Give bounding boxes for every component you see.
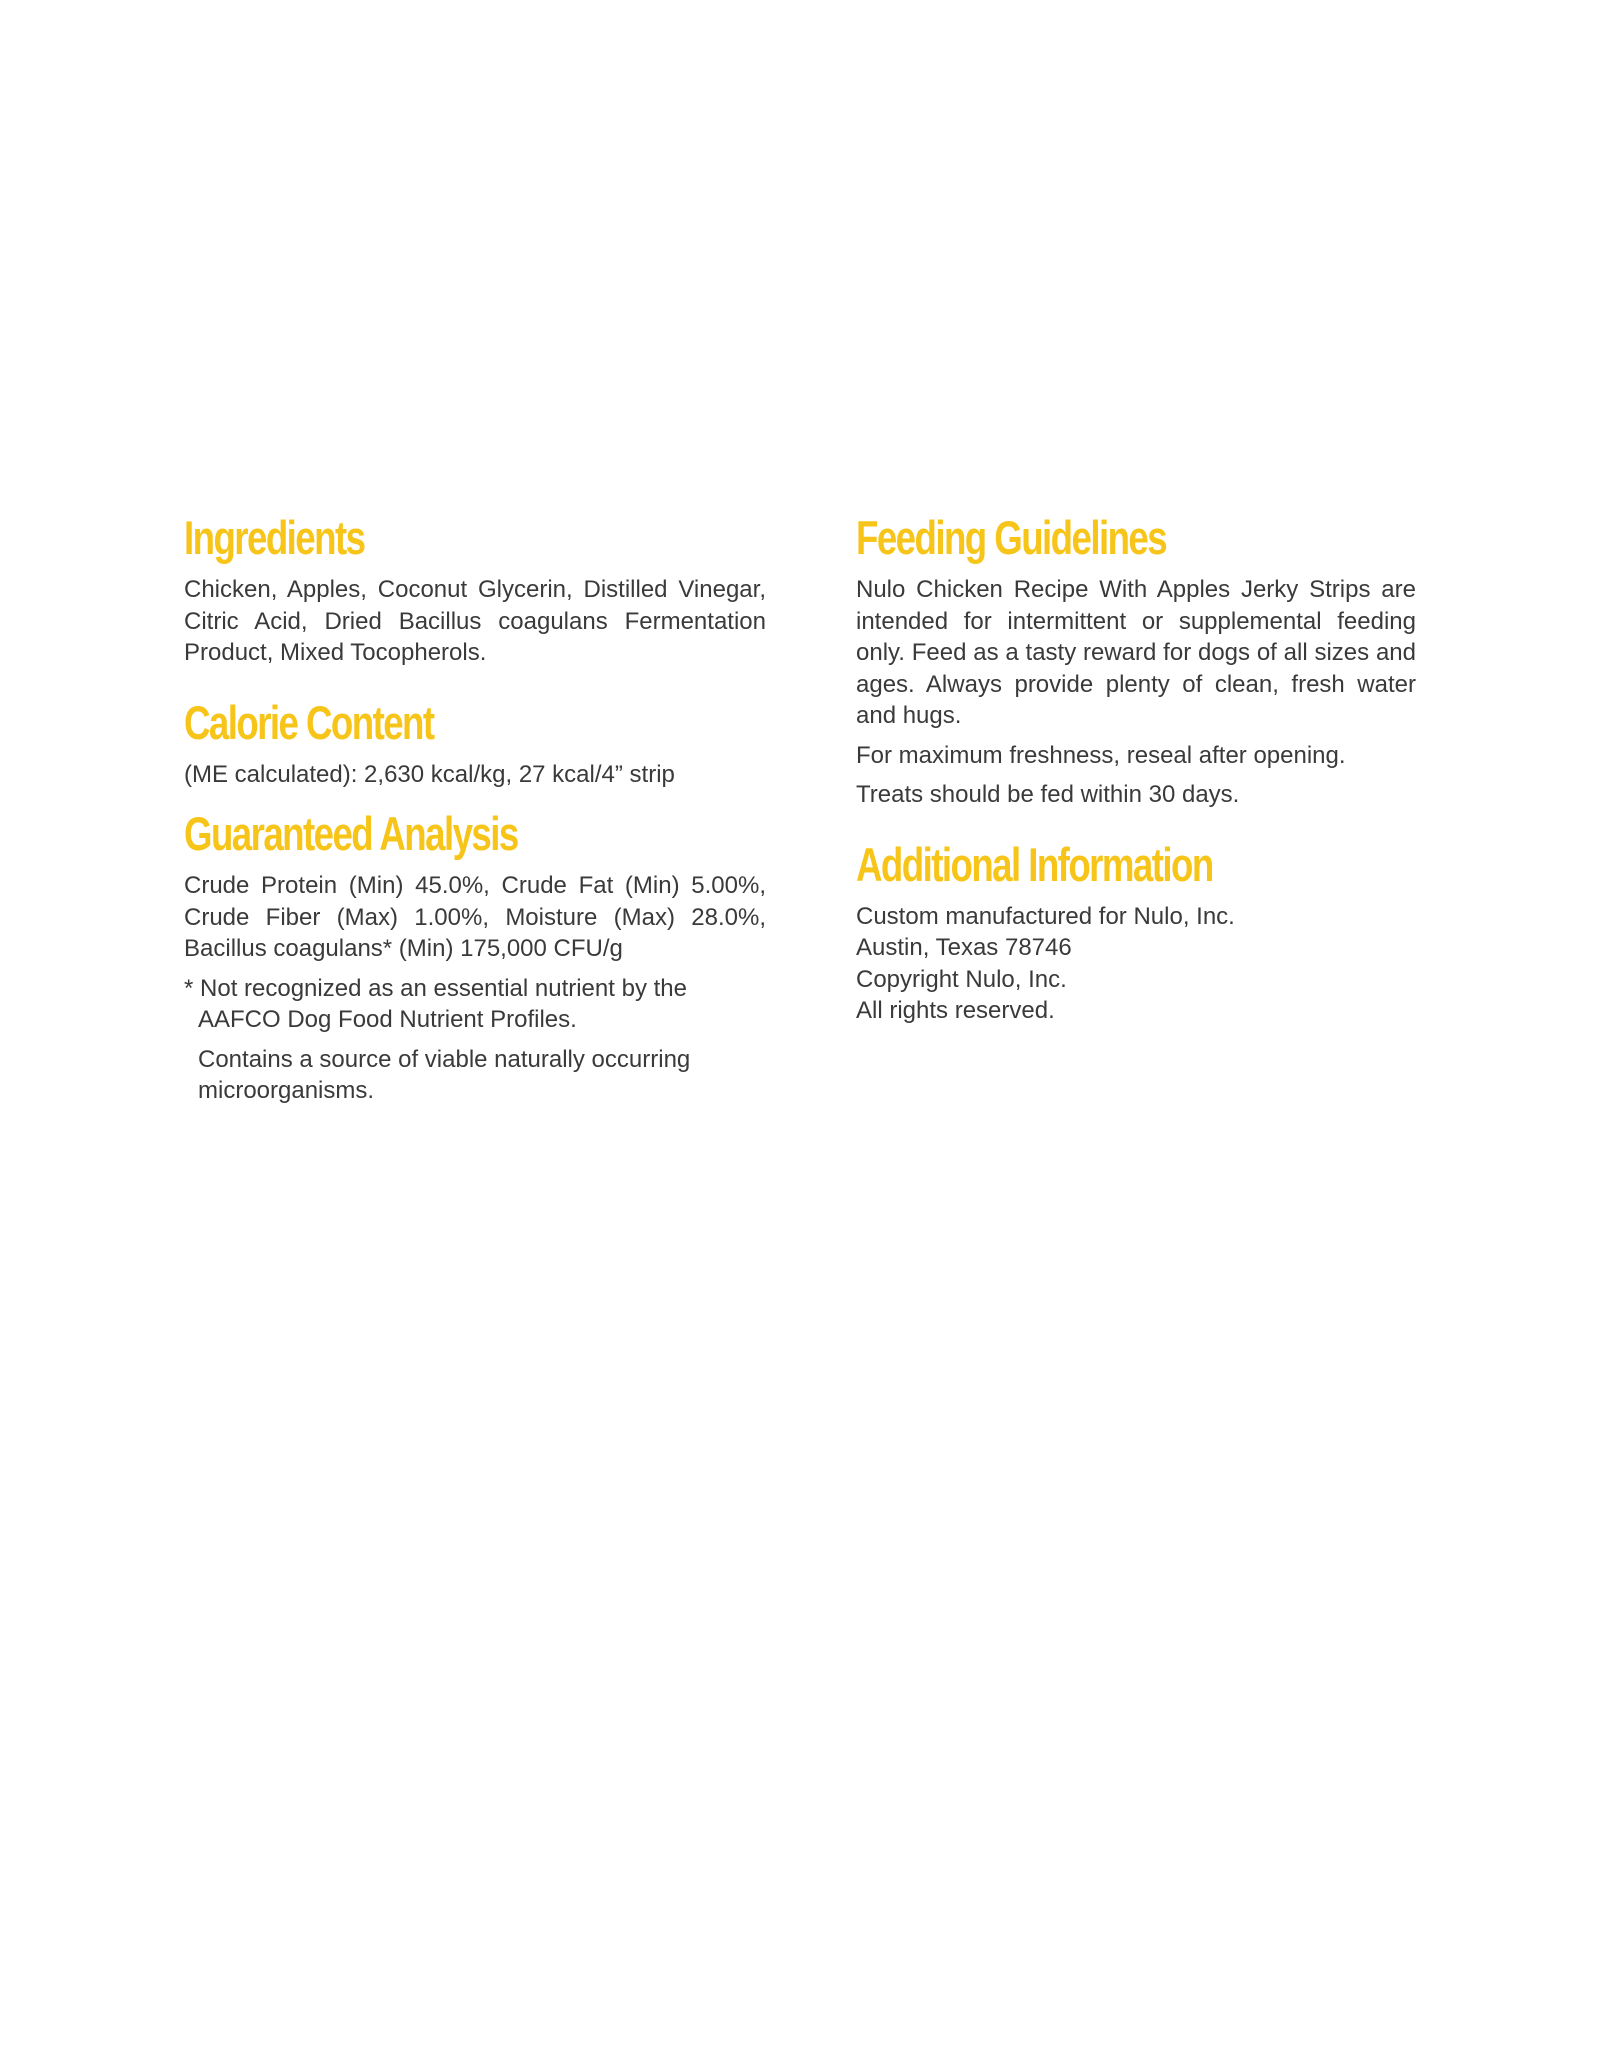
left-column: [184, 510, 766, 1107]
ingredients-section: [184, 510, 766, 669]
additional-line: Copyright Nulo, Inc.: [856, 965, 1067, 993]
analysis-section: [184, 806, 766, 1107]
analysis-note: Contains a source of viable naturally occurring microorganisms.: [198, 1045, 691, 1104]
freshness-text: For maximum freshness, reseal after opening.: [856, 741, 1346, 769]
additional-line: Custom manufactured for Nulo, Inc.: [856, 902, 1235, 930]
analysis-footnote: * Not recognized as an essential nutrient by the AAFCO Dog Food Nutrient Profiles.: [184, 974, 687, 1033]
additional-lines: [856, 901, 1416, 1027]
right-column: [856, 510, 1416, 1027]
feeding-section: [856, 510, 1416, 811]
additional-section: [856, 837, 1416, 1027]
calorie-text: (ME calculated): 2,630 kcal/kg, 27 kcal/4” strip: [184, 760, 675, 788]
additional-line: Austin, Texas 78746: [856, 934, 1072, 961]
ingredients-text: Chicken, Apples, Coconut Glycerin, Distilled Vinegar, Citric Acid, Dried Bacillus coagulans Fermentation Product, Mixed Tocopherols.: [184, 576, 766, 666]
ingredients-heading: Ingredients: [184, 511, 365, 564]
feeding-heading: Feeding Guidelines: [856, 511, 1167, 564]
calorie-section: [184, 695, 766, 791]
additional-heading: Additional Information: [856, 837, 1213, 891]
calorie-heading: Calorie Content: [184, 695, 434, 749]
analysis-heading: Guaranteed Analysis: [184, 807, 518, 860]
additional-line: All rights reserved.: [856, 997, 1055, 1024]
analysis-text: Crude Protein (Min) 45.0%, Crude Fat (Min) 5.00%, Crude Fiber (Max) 1.00%, Moisture (Max) 28.0%, Bacillus coagulans* (Min) 175,000 CFU/g: [184, 872, 766, 962]
treats-text: Treats should be fed within 30 days.: [856, 781, 1240, 808]
feeding-text: Nulo Chicken Recipe With Apples Jerky Strips are intended for intermittent or supplemental feeding only. Feed as a tasty reward for dogs of all sizes and ages. Always provide plenty of clean, fresh water and hugs.: [856, 576, 1416, 729]
